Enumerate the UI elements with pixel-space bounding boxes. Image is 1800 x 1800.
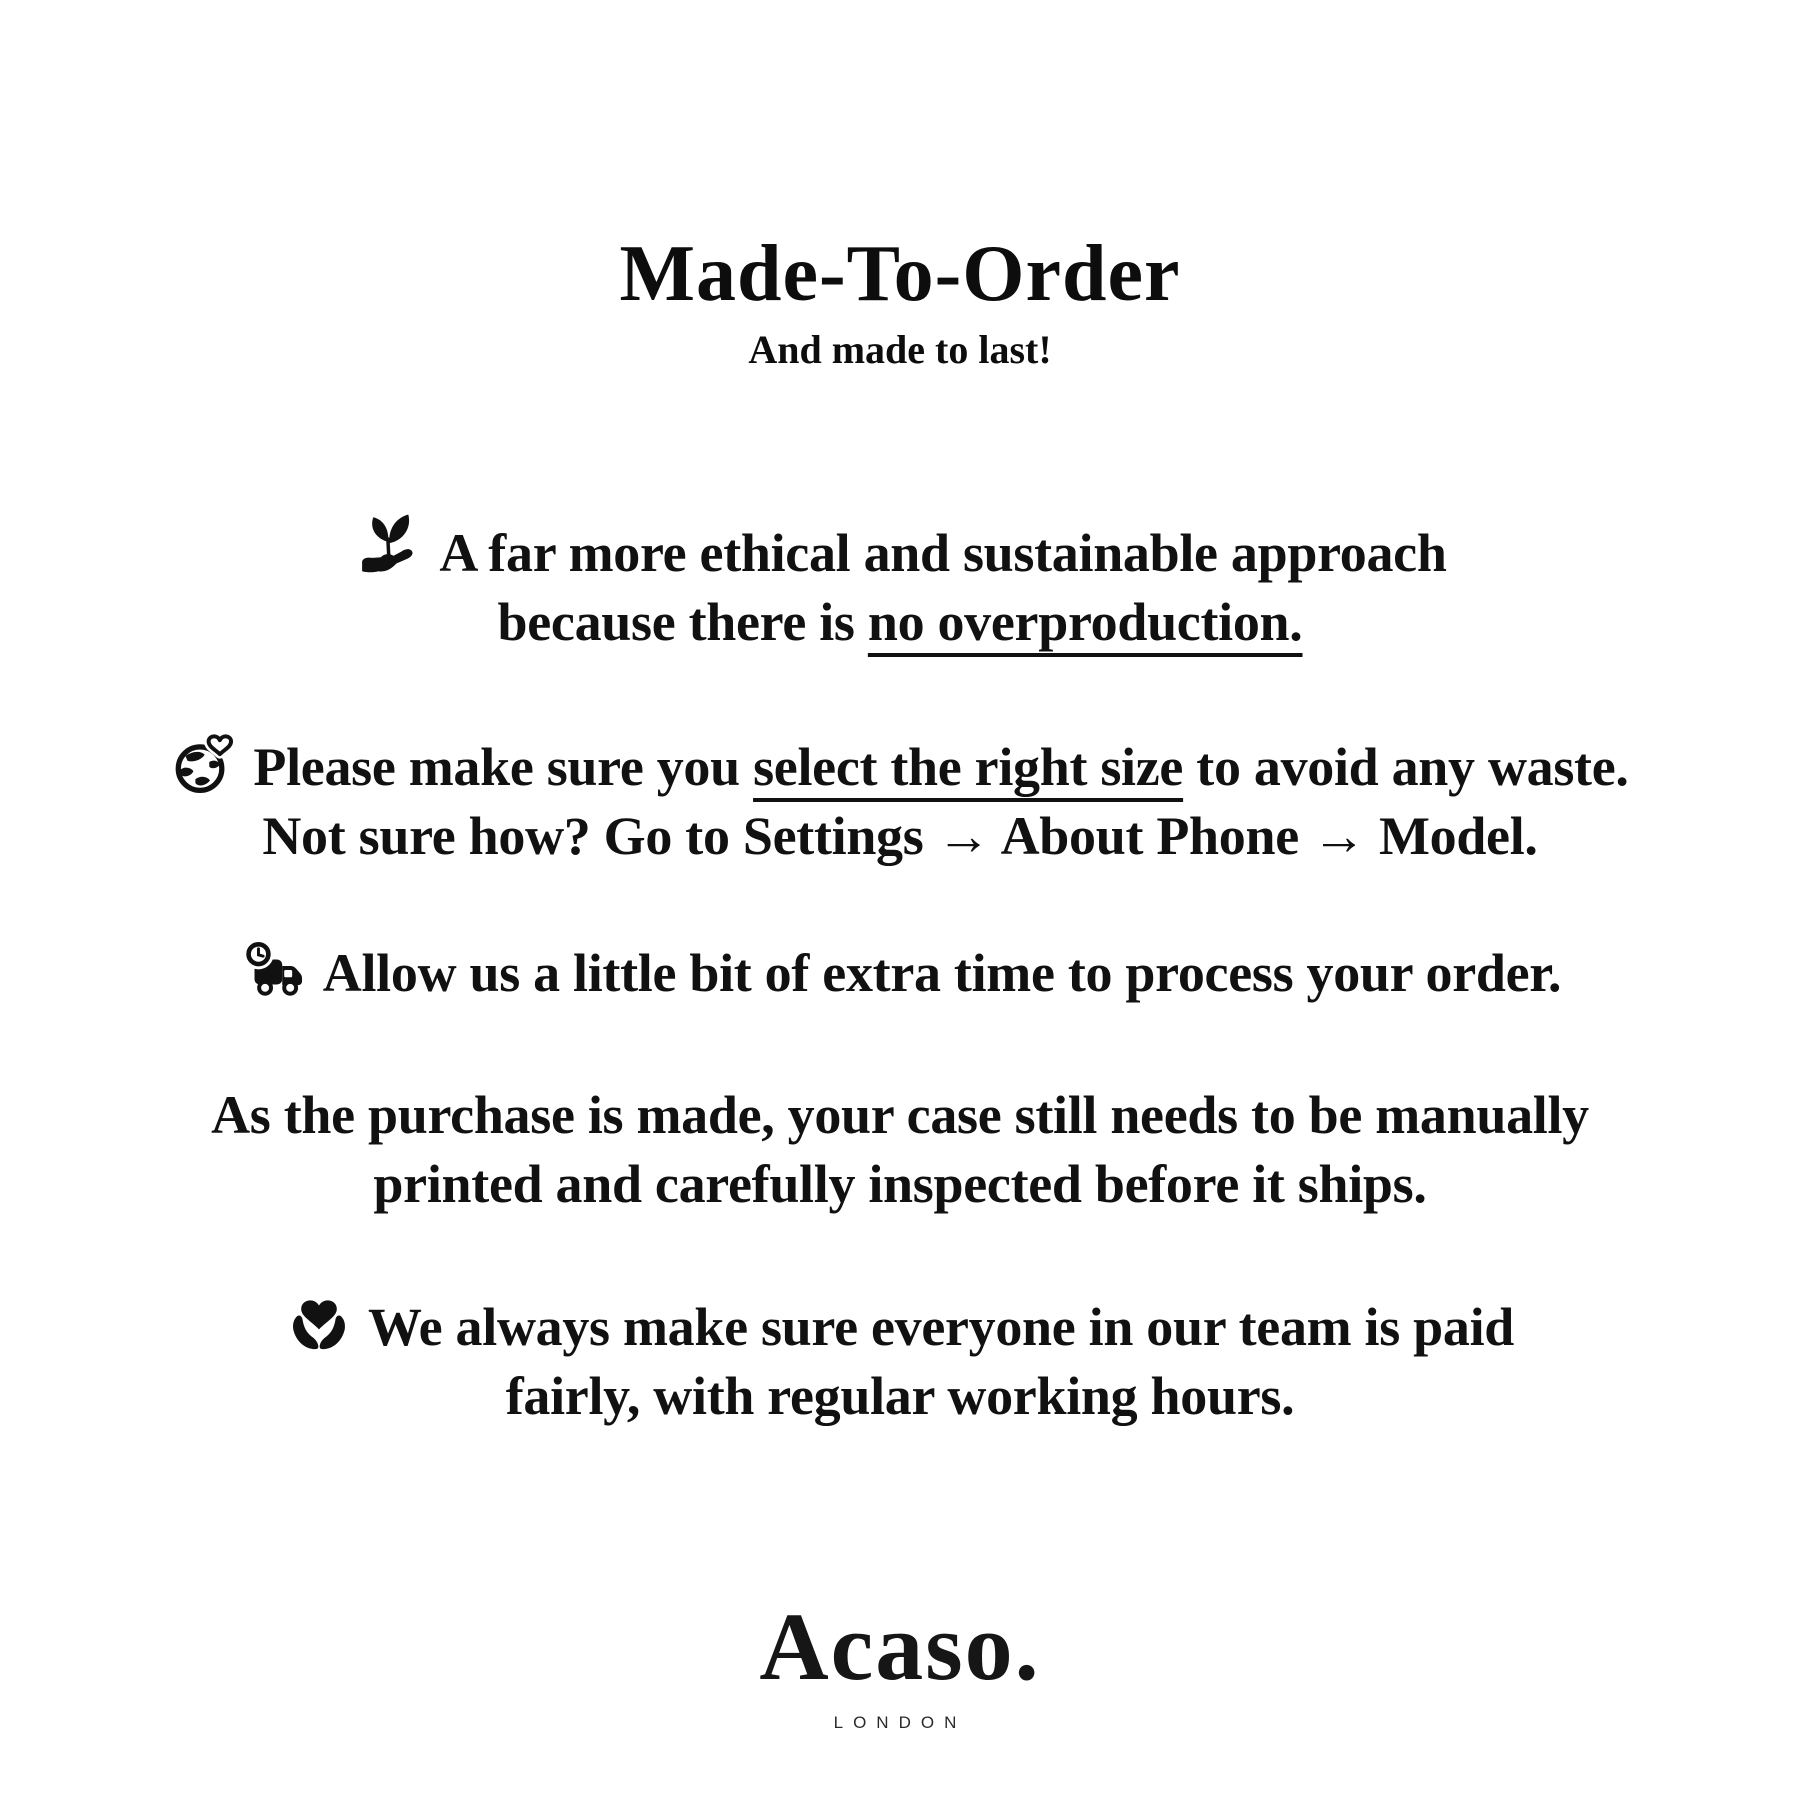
header — [0, 0, 1800, 373]
point-fair-pay — [30, 1293, 1770, 1431]
point-text: to avoid any waste. — [1183, 737, 1629, 798]
point-select-size-line-2 — [30, 802, 1770, 871]
globe-with-heart-icon — [171, 731, 237, 797]
point-text: printed and carefully inspected before it ships. — [373, 1153, 1427, 1214]
point-text: As the purchase is made, your case still needs to be manually — [211, 1084, 1589, 1145]
brand-logo — [0, 1592, 1800, 1733]
sprout-in-hand-icon — [353, 511, 423, 581]
delivery-truck-with-clock-icon — [239, 937, 307, 1003]
underlined-text: no overproduction. — [867, 592, 1303, 653]
point-manual-printing — [30, 1081, 1770, 1219]
brand-city: LONDON — [833, 1712, 967, 1732]
point-manual-printing-line-1 — [30, 1081, 1770, 1150]
point-text: because there is — [497, 592, 868, 653]
point-manual-printing-line-2 — [30, 1150, 1770, 1219]
point-text: Allow us a little bit of extra time to process your order. — [322, 943, 1562, 1004]
point-processing-time-line-1 — [30, 937, 1770, 1008]
point-sustainability — [30, 511, 1770, 657]
point-fair-pay-line-1 — [30, 1293, 1770, 1362]
point-text: Not sure how? Go to Settings → About Phone → Model. — [262, 806, 1538, 867]
point-text: We always make sure everyone in our team is paid — [367, 1296, 1515, 1357]
point-sustainability-line-2 — [30, 588, 1770, 657]
point-text: Please make sure you — [253, 737, 754, 798]
point-text: A far more ethical and sustainable approach — [439, 523, 1447, 583]
page-title: Made-To-Order — [619, 230, 1181, 318]
point-select-size-line-1 — [30, 731, 1770, 802]
point-processing-time — [30, 937, 1770, 1008]
underlined-text: select the right size — [753, 737, 1184, 798]
brand-name: Acaso. — [759, 1592, 1041, 1700]
hands-holding-heart-icon — [286, 1295, 352, 1361]
point-select-size — [30, 731, 1770, 871]
point-text: fairly, with regular working hours. — [505, 1365, 1295, 1426]
page-subtitle: And made to last! — [748, 327, 1052, 372]
point-sustainability-line-1 — [30, 511, 1770, 588]
point-fair-pay-line-2 — [30, 1362, 1770, 1431]
